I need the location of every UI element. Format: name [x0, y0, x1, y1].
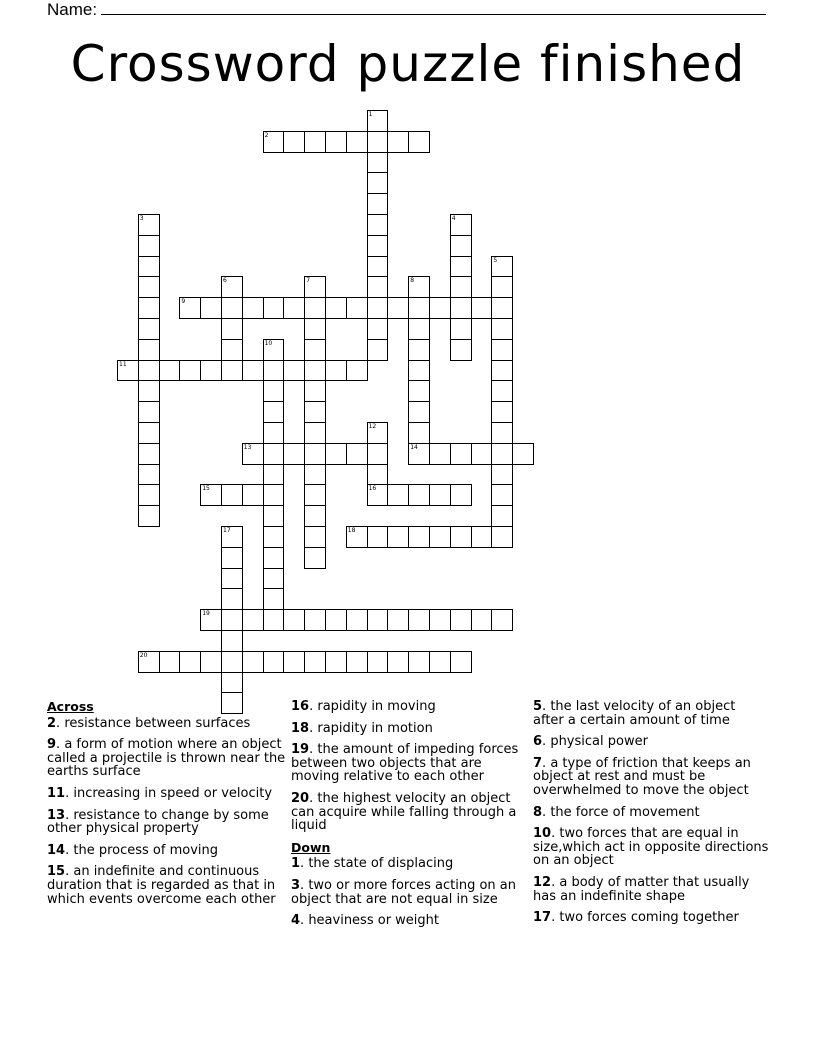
down-clue [533, 876, 769, 903]
clue-number-label: 15 [47, 864, 66, 880]
clues-column-2 [291, 700, 529, 936]
grid-cell[interactable] [263, 484, 285, 506]
grid-cell[interactable] [200, 609, 222, 631]
down-clue [533, 911, 769, 925]
grid-cell[interactable] [304, 526, 326, 548]
clue-number-label: 4 [291, 913, 301, 929]
grid-cell[interactable] [304, 401, 326, 423]
grid-cell[interactable] [138, 360, 160, 382]
across-clue [47, 787, 287, 801]
clue-text: two forces coming together [559, 910, 739, 926]
grid-cell[interactable] [283, 443, 305, 465]
grid-cell[interactable] [138, 651, 160, 673]
clue-number-label: 12 [533, 874, 552, 890]
clue-separator: . [300, 877, 309, 893]
grid-cell[interactable] [429, 297, 451, 319]
grid-cell[interactable] [179, 651, 201, 673]
grid-cell[interactable] [179, 360, 201, 382]
clue-number-label: 5 [533, 699, 543, 714]
clues-column-1 [47, 700, 287, 914]
grid-cell[interactable] [283, 651, 305, 673]
clue-text: resistance between surfaces [64, 715, 251, 731]
grid-cell[interactable] [221, 588, 243, 610]
grid-cell[interactable] [429, 651, 451, 673]
grid-cell[interactable] [138, 464, 160, 486]
grid-cell[interactable] [491, 401, 513, 423]
grid-cell[interactable] [491, 505, 513, 527]
grid-cell[interactable] [346, 443, 368, 465]
clue-number: 3 [139, 215, 144, 222]
grid-cell[interactable] [283, 609, 305, 631]
clue-separator: . [65, 807, 74, 823]
clue-number: 8 [410, 277, 415, 285]
grid-cell[interactable] [387, 131, 409, 153]
across-clue [47, 809, 287, 836]
grid-cell[interactable] [491, 318, 513, 340]
clue-separator: . [542, 734, 551, 750]
grid-cell[interactable] [429, 484, 451, 506]
grid-cell[interactable] [367, 609, 389, 631]
grid-cell[interactable] [263, 651, 285, 673]
grid-cell[interactable] [408, 297, 430, 319]
grid-cell[interactable] [325, 443, 347, 465]
down-clue [291, 857, 529, 871]
grid-cell[interactable] [346, 609, 368, 631]
grid-cell[interactable] [367, 651, 389, 673]
grid-cell[interactable] [408, 131, 430, 153]
clue-text: the amount of impeding forces between two objects that are moving relative to each other [291, 742, 519, 785]
across-clue [47, 738, 287, 779]
clue-number: 16 [368, 485, 377, 493]
grid-cell[interactable] [491, 609, 513, 631]
grid-cell[interactable] [346, 131, 368, 153]
grid-cell[interactable] [221, 568, 243, 590]
clue-number-label: 18 [291, 720, 310, 736]
grid-cell[interactable] [408, 339, 430, 361]
grid-cell[interactable] [138, 484, 160, 506]
clue-number-label: 6 [533, 734, 543, 750]
grid-cell[interactable] [200, 360, 222, 382]
clue-number-label: 11 [47, 785, 66, 801]
grid-cell[interactable] [263, 443, 285, 465]
grid-cell[interactable] [408, 484, 430, 506]
clue-number: 4 [451, 215, 456, 222]
grid-cell[interactable] [263, 464, 285, 486]
grid-cell[interactable] [242, 443, 264, 465]
grid-cell[interactable] [221, 651, 243, 673]
grid-cell[interactable] [138, 276, 160, 298]
grid-cell[interactable] [304, 422, 326, 444]
down-heading: Down [291, 839, 331, 855]
clue-separator: . [551, 826, 560, 842]
grid-cell[interactable] [491, 380, 513, 402]
clue-number-label: 9 [47, 737, 57, 753]
clue-separator: . [542, 804, 551, 820]
grid-cell[interactable] [221, 276, 243, 298]
across-clue [47, 865, 287, 906]
grid-cell[interactable] [346, 651, 368, 673]
clue-text: physical power [550, 734, 648, 750]
grid-cell[interactable] [408, 651, 430, 673]
clue-text: heaviness or weight [308, 913, 439, 929]
grid-cell[interactable] [491, 297, 513, 319]
clue-number-label: 20 [291, 790, 310, 806]
grid-cell[interactable] [304, 318, 326, 340]
grid-cell[interactable] [367, 443, 389, 465]
grid-cell[interactable] [367, 172, 389, 194]
clue-text: rapidity in motion [317, 720, 433, 736]
across-clue [47, 844, 287, 858]
grid-cell[interactable] [367, 422, 389, 444]
grid-cell[interactable] [367, 464, 389, 486]
down-clue [533, 700, 769, 727]
clue-number: 2 [264, 131, 269, 139]
clue-text: increasing in speed or velocity [73, 785, 273, 801]
grid-cell[interactable] [387, 484, 409, 506]
grid-cell[interactable] [429, 443, 451, 465]
grid-cell[interactable] [471, 526, 493, 548]
clue-number: 12 [368, 423, 377, 430]
clue-number: 9 [181, 298, 186, 306]
clue-number: 6 [223, 277, 227, 285]
grid-cell[interactable] [367, 526, 389, 548]
grid-cell[interactable] [367, 276, 389, 298]
clue-text: the process of moving [73, 842, 218, 858]
grid-cell[interactable] [304, 609, 326, 631]
clue-number: 15 [202, 485, 210, 493]
grid-cell[interactable] [408, 422, 430, 444]
clue-number: 13 [243, 443, 252, 451]
grid-cell[interactable] [304, 484, 326, 506]
grid-cell[interactable] [450, 526, 472, 548]
grid-cell[interactable] [263, 609, 285, 631]
clue-number-label: 3 [291, 877, 301, 893]
grid-cell[interactable] [304, 464, 326, 486]
grid-cell[interactable] [429, 526, 451, 548]
grid-cell[interactable] [221, 547, 243, 569]
clue-separator: . [542, 755, 551, 771]
grid-cell[interactable] [471, 297, 493, 319]
clue-separator: . [56, 737, 65, 753]
grid-cell[interactable] [408, 443, 430, 465]
grid-cell[interactable] [346, 360, 368, 382]
grid-cell[interactable] [138, 318, 160, 340]
grid-cell[interactable] [304, 505, 326, 527]
grid-cell[interactable] [159, 651, 181, 673]
grid-cell[interactable] [408, 380, 430, 402]
grid-cell[interactable] [367, 318, 389, 340]
clue-number: 20 [139, 651, 148, 659]
grid-cell[interactable] [304, 297, 326, 319]
grid-cell[interactable] [221, 609, 243, 631]
clue-separator: . [309, 699, 318, 714]
clue-number-label: 13 [47, 807, 66, 823]
clue-number: 1 [368, 111, 373, 118]
grid-cell[interactable] [450, 256, 472, 278]
clue-separator: . [551, 910, 560, 926]
clue-number-label: 2 [47, 715, 57, 731]
grid-cell[interactable] [450, 214, 472, 236]
clue-separator: . [65, 785, 74, 801]
grid-cell[interactable] [387, 297, 409, 319]
grid-cell[interactable] [450, 443, 472, 465]
clue-text: a body of matter that usually has an indefinite shape [533, 874, 750, 904]
grid-cell[interactable] [450, 297, 472, 319]
grid-cell[interactable] [221, 339, 243, 361]
grid-cell[interactable] [450, 609, 472, 631]
grid-cell[interactable] [408, 609, 430, 631]
grid-cell[interactable] [263, 380, 285, 402]
grid-cell[interactable] [325, 360, 347, 382]
across-clue [291, 700, 529, 714]
grid-cell[interactable] [387, 651, 409, 673]
grid-cell[interactable] [263, 339, 285, 361]
grid-cell[interactable] [346, 526, 368, 548]
clue-number: 14 [410, 443, 418, 451]
clue-number-label: 8 [533, 804, 543, 820]
grid-cell[interactable] [491, 526, 513, 548]
clue-text: an indefinite and continuous duration that is regarded as that in which events overcome each other [47, 864, 276, 907]
grid-cell[interactable] [304, 651, 326, 673]
clue-number: 11 [119, 360, 127, 368]
clue-number-label: 17 [533, 910, 552, 926]
grid-cell[interactable] [450, 651, 472, 673]
grid-cell[interactable] [221, 297, 243, 319]
grid-cell[interactable] [242, 297, 264, 319]
grid-cell[interactable] [304, 339, 326, 361]
grid-cell[interactable] [367, 297, 389, 319]
grid-cell[interactable] [159, 360, 181, 382]
grid-cell[interactable] [491, 256, 513, 278]
clue-text: resistance to change by some other physical property [47, 807, 269, 837]
grid-cell[interactable] [491, 276, 513, 298]
clue-text: a type of friction that keeps an object at rest and must be overwhelmed to move the object [533, 755, 751, 798]
grid-cell[interactable] [138, 214, 160, 236]
grid-cell[interactable] [138, 505, 160, 527]
grid-cell[interactable] [512, 443, 534, 465]
grid-cell[interactable] [263, 568, 285, 590]
clue-separator: . [309, 720, 318, 736]
across-clue [47, 717, 287, 731]
grid-cell[interactable] [408, 360, 430, 382]
grid-cell[interactable] [450, 276, 472, 298]
down-clue [533, 757, 769, 798]
grid-cell[interactable] [491, 360, 513, 382]
grid-cell[interactable] [263, 422, 285, 444]
clues-column-3 [533, 700, 769, 933]
grid-cell[interactable] [200, 651, 222, 673]
grid-cell[interactable] [138, 256, 160, 278]
grid-cell[interactable] [221, 672, 243, 694]
grid-cell[interactable] [221, 318, 243, 340]
grid-cell[interactable] [367, 131, 389, 153]
clue-separator: . [551, 874, 560, 890]
clue-text: two or more forces acting on an object that are not equal in size [291, 877, 516, 907]
grid-cell[interactable] [471, 609, 493, 631]
clue-separator: . [65, 864, 74, 880]
grid-cell[interactable] [304, 360, 326, 382]
page-title: Crossword puzzle finished [70, 35, 746, 93]
grid-cell[interactable] [242, 484, 264, 506]
grid-cell[interactable] [387, 526, 409, 548]
clue-number: 19 [202, 610, 210, 618]
grid-cell[interactable] [408, 318, 430, 340]
grid-cell[interactable] [242, 609, 264, 631]
grid-cell[interactable] [367, 152, 389, 174]
clue-number: 18 [347, 527, 356, 534]
across-clue [291, 743, 529, 784]
clue-text: the highest velocity an object can acquire while falling through a liquid [291, 790, 517, 834]
clue-separator: . [309, 790, 318, 806]
grid-cell[interactable] [491, 443, 513, 465]
grid-cell[interactable] [367, 484, 389, 506]
grid-cell[interactable] [263, 131, 285, 153]
clue-number: 7 [306, 277, 311, 285]
grid-cell[interactable] [304, 276, 326, 298]
across-heading: Across [47, 699, 94, 714]
grid-cell[interactable] [283, 131, 305, 153]
grid-cell[interactable] [138, 443, 160, 465]
clue-separator: . [309, 742, 318, 758]
grid-cell[interactable] [325, 609, 347, 631]
grid-cell[interactable] [325, 651, 347, 673]
grid-cell[interactable] [367, 235, 389, 257]
clue-number: 17 [223, 527, 231, 534]
grid-cell[interactable] [304, 131, 326, 153]
clue-number-label: 7 [533, 755, 543, 771]
grid-cell[interactable] [367, 193, 389, 215]
grid-cell[interactable] [491, 422, 513, 444]
grid-cell[interactable] [263, 526, 285, 548]
grid-cell[interactable] [450, 339, 472, 361]
clue-number-label: 10 [533, 826, 552, 842]
grid-cell[interactable] [304, 380, 326, 402]
grid-cell[interactable] [138, 422, 160, 444]
grid-cell[interactable] [471, 443, 493, 465]
across-clue [291, 722, 529, 736]
clue-text: the last velocity of an object after a certain amount of time [533, 699, 736, 728]
grid-cell[interactable] [367, 214, 389, 236]
grid-cell[interactable] [221, 526, 243, 548]
grid-cell[interactable] [283, 360, 305, 382]
clue-number-label: 19 [291, 742, 310, 758]
grid-cell[interactable] [491, 484, 513, 506]
grid-cell[interactable] [138, 297, 160, 319]
grid-cell[interactable] [200, 484, 222, 506]
down-clue [291, 879, 529, 906]
grid-cell[interactable] [325, 297, 347, 319]
grid-cell[interactable] [367, 110, 389, 132]
grid-cell[interactable] [242, 360, 264, 382]
grid-cell[interactable] [429, 609, 451, 631]
clue-text: two forces that are equal in size,which act in opposite directions on an object [533, 826, 769, 869]
grid-cell[interactable] [138, 380, 160, 402]
grid-cell[interactable] [408, 526, 430, 548]
clue-text: the force of movement [550, 804, 700, 820]
clue-number: 10 [264, 339, 273, 347]
grid-cell[interactable] [138, 235, 160, 257]
grid-cell[interactable] [200, 297, 222, 319]
grid-cell[interactable] [263, 297, 285, 319]
grid-cell[interactable] [221, 630, 243, 652]
grid-cell[interactable] [346, 297, 368, 319]
clue-separator: . [542, 699, 551, 714]
grid-cell[interactable] [263, 505, 285, 527]
clue-text: rapidity in moving [317, 699, 436, 714]
grid-cell[interactable] [263, 588, 285, 610]
down-clue [533, 827, 769, 868]
grid-cell[interactable] [408, 276, 430, 298]
grid-cell[interactable] [138, 401, 160, 423]
grid-cell[interactable] [450, 484, 472, 506]
grid-cell[interactable] [367, 339, 389, 361]
grid-cell[interactable] [325, 131, 347, 153]
grid-cell[interactable] [263, 401, 285, 423]
clue-number: 5 [493, 256, 498, 264]
clue-separator: . [56, 715, 65, 731]
clue-number-label: 1 [291, 856, 301, 872]
grid-cell[interactable] [491, 339, 513, 361]
down-clue [533, 735, 769, 749]
grid-cell[interactable] [283, 297, 305, 319]
down-clue [291, 914, 529, 928]
grid-cell[interactable] [242, 651, 264, 673]
grid-cell[interactable] [450, 235, 472, 257]
grid-cell[interactable] [367, 256, 389, 278]
grid-cell[interactable] [408, 401, 430, 423]
clue-text: a form of motion where an object called a projectile is thrown near the earths surface [47, 737, 286, 780]
grid-cell[interactable] [387, 609, 409, 631]
grid-cell[interactable] [117, 360, 139, 382]
clue-number-label: 14 [47, 842, 66, 858]
clue-number-label: 16 [291, 699, 310, 714]
grid-cell[interactable] [221, 360, 243, 382]
grid-cell[interactable] [450, 318, 472, 340]
down-clue [533, 806, 769, 820]
grid-cell[interactable] [304, 443, 326, 465]
grid-cell[interactable] [221, 484, 243, 506]
grid-cell[interactable] [179, 297, 201, 319]
grid-cell[interactable] [304, 547, 326, 569]
across-clue [291, 792, 529, 833]
grid-cell[interactable] [263, 360, 285, 382]
grid-cell[interactable] [491, 464, 513, 486]
grid-cell[interactable] [263, 547, 285, 569]
clue-text: the state of displacing [308, 856, 454, 872]
name-label: Name: [47, 0, 98, 19]
clue-separator: . [300, 856, 309, 872]
clue-separator: . [65, 842, 74, 858]
grid-cell[interactable] [138, 339, 160, 361]
clue-separator: . [300, 913, 309, 929]
